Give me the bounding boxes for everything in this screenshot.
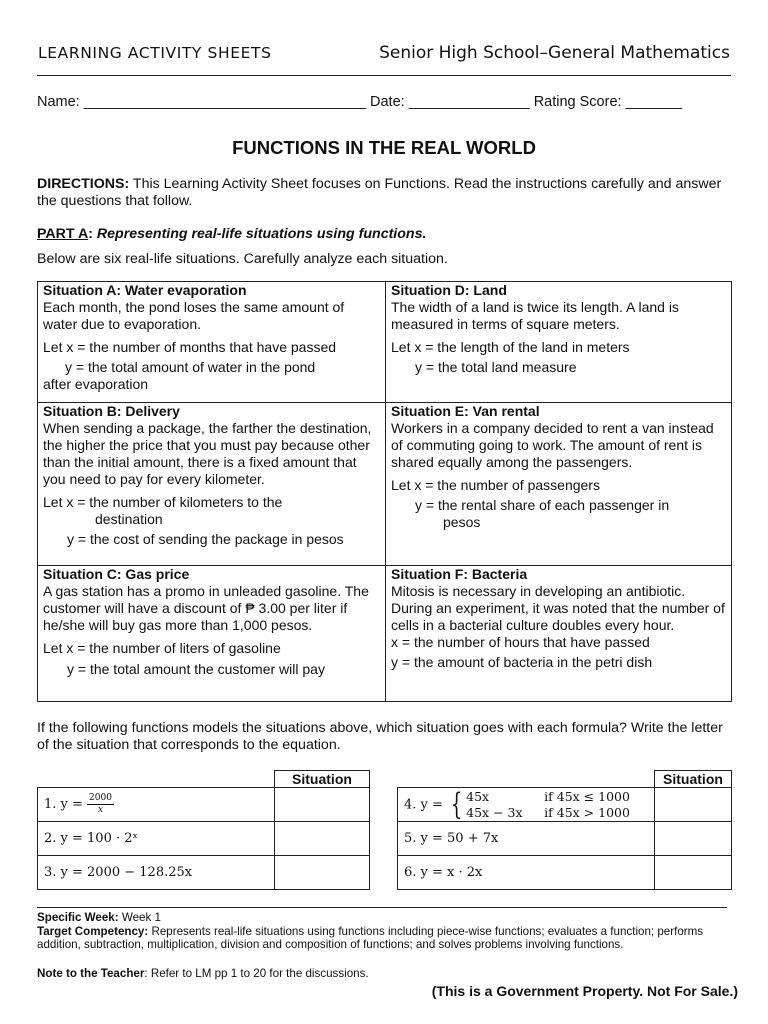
situation-d-heading: Situation D: Land (391, 282, 507, 298)
equation-5: 5. y = 50 + 7x (398, 822, 655, 856)
part-a-label: PART A (37, 226, 89, 242)
situation-b-let-y: y = the cost of sending the package in pesos (67, 531, 344, 547)
situation-a-heading: Situation A: Water evaporation (43, 282, 247, 298)
footer-week-value: Week 1 (118, 911, 161, 924)
situation-e-let-y2: pesos (443, 514, 481, 530)
part-a-title: Representing real-life situations using functions. (96, 226, 427, 242)
question-text: If the following functions models the situations above, which situation goes with each formula? Write the letter of the situation that corresponds to the equation. (37, 720, 723, 753)
answer-table-right-blank (398, 771, 655, 788)
situation-d-let-y: y = the total land measure (415, 359, 577, 375)
header-right: Senior High School–General Mathematics (379, 43, 730, 63)
answer-cell-5[interactable] (655, 822, 732, 856)
situation-b-heading: Situation B: Delivery (43, 403, 180, 419)
footer-note-text: : Refer to LM pp 1 to 20 for the discussions. (144, 967, 369, 980)
situation-e-let-y: y = the rental share of each passenger in (415, 497, 670, 513)
equation-3: 3. y = 2000 − 128.25x (38, 856, 275, 890)
equation-1 (38, 788, 275, 822)
footer-note (37, 967, 737, 980)
situation-f-heading: Situation F: Bacteria (391, 566, 528, 582)
situation-b-let-x: Let x = the number of kilometers to the (43, 494, 283, 510)
directions-text: This Learning Activity Sheet focuses on Functions. Read the instructions carefully and answer the questions that follow. (37, 176, 722, 209)
situations-grid (37, 281, 732, 702)
page-title: FUNCTIONS IN THE REAL WORLD (232, 137, 536, 158)
situation-e (386, 403, 731, 531)
directions (37, 176, 737, 210)
situation-c (38, 566, 385, 678)
intro-text: Below are six real-life situations. Carefully analyze each situation. (37, 251, 448, 267)
answer-cell-1[interactable] (275, 788, 370, 822)
part-a-colon: : (88, 226, 97, 242)
equation-6: 6. y = x · 2x (398, 856, 655, 890)
situation-a-let-x: Let x = the number of months that have passed (43, 339, 337, 355)
situation-c-heading: Situation C: Gas price (43, 566, 190, 582)
situation-f-let-x: x = the number of hours that have passed (391, 634, 650, 650)
footer-note-label: Note to the Teacher (37, 967, 145, 980)
situation-a-desc: Each month, the pond loses the same amount of water due to evaporation. (43, 299, 345, 332)
footer-competency-label: Target Competency: (37, 925, 149, 938)
equation-1-fraction (87, 793, 114, 816)
situation-d-let-x: Let x = the length of the land in meters (391, 339, 630, 355)
answer-table-left-blank (38, 771, 275, 788)
government-property-notice: (This is a Government Property. Not For Sale.) (431, 983, 738, 999)
situation-a (38, 282, 385, 393)
equation-4-case-1: 45x if 45x ≤ 1000 (466, 788, 630, 804)
footer-week-label: Specific Week: (37, 911, 119, 924)
equation-4-cases (466, 789, 630, 821)
footer-competency-text: Represents real-life situations using functions including piece-wise functions; evaluates a function; performs addition, subtraction, multiplication, division and composition of functions; and solves problems involving functions. (37, 925, 704, 951)
situation-d (386, 282, 731, 376)
answer-table-right (397, 770, 732, 890)
directions-label: DIRECTIONS: (37, 176, 130, 192)
answer-table-right-header: Situation (655, 771, 732, 788)
situation-e-desc: Workers in a company decided to rent a van instead of commuting going to work. The amount of rent is shared equally among the passengers. (391, 420, 714, 470)
situation-d-desc: The width of a land is twice its length. A land is measured in terms of square meters. (391, 299, 679, 332)
answer-table-left (37, 770, 370, 890)
answer-table-left-header: Situation (275, 771, 370, 788)
situation-b-desc: When sending a package, the farther the destination, the higher the price that you must pay because other than the initial amount, there is a fixed amount that you need to pay for every kilometer. (43, 420, 372, 487)
name-date-score-line: Name: ___________________________________ Date: _______________ Rating Score: _______ (37, 94, 683, 110)
header-left: LEARNING ACTIVITY SHEETS (38, 44, 272, 62)
situation-f-desc: Mitosis is necessary in developing an antibiotic. During an experiment, it was noted that the number of cells in a bacterial culture doubles every hour. (391, 583, 725, 633)
situation-c-let-y: y = the total amount the customer will pay (67, 661, 325, 677)
answer-cell-2[interactable] (275, 822, 370, 856)
situation-c-desc: A gas station has a promo in unleaded gasoline. The customer will have a discount of ₱ 3.00 per liter if he/she will buy gas more than 1,000 pesos. (43, 583, 369, 633)
answer-cell-6[interactable] (655, 856, 732, 890)
situation-a-let-y: y = the total amount of water in the pond (65, 359, 316, 375)
situation-e-let-x: Let x = the number of passengers (391, 477, 600, 493)
situation-f (386, 566, 731, 671)
situation-a-let-y2: after evaporation (43, 376, 149, 392)
part-a-heading (37, 226, 737, 243)
situation-b (38, 403, 385, 548)
footer-competency (37, 925, 737, 951)
equation-1-lead: 1. y = (44, 797, 88, 812)
footer-week (37, 911, 737, 924)
piecewise-brace-icon: { (450, 786, 463, 822)
situation-e-heading: Situation E: Van rental (391, 403, 540, 419)
situation-b-let-x2: destination (95, 511, 163, 527)
answer-cell-3[interactable] (275, 856, 370, 890)
equation-1-denominator: x (97, 805, 104, 815)
header-rule (37, 75, 731, 76)
answer-cell-4[interactable] (655, 788, 732, 822)
equation-4-case-2: 45x − 3x if 45x > 1000 (466, 804, 630, 820)
equation-4-lead: 4. y = (404, 797, 448, 812)
equation-1-numerator: 2000 (89, 793, 112, 803)
equation-2: 2. y = 100 · 2ˣ (38, 822, 275, 856)
equation-4 (398, 788, 655, 822)
situation-f-let-y: y = the amount of bacteria in the petri dish (391, 654, 653, 670)
situation-c-let-x: Let x = the number of liters of gasoline (43, 640, 281, 656)
footer-rule (37, 907, 727, 908)
